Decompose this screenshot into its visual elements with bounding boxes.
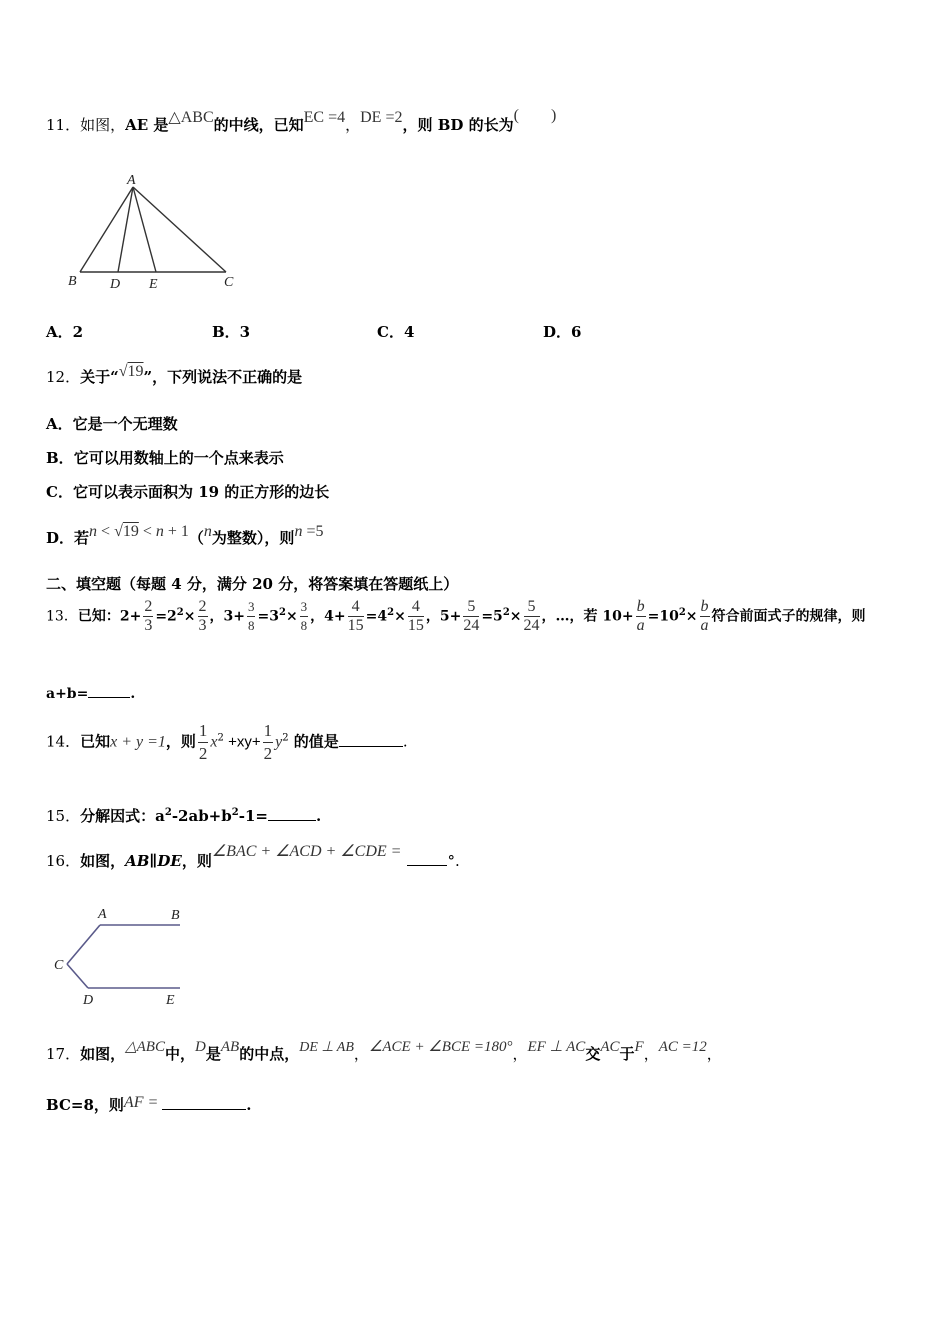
segment-ae: [133, 187, 156, 272]
sqrt-19: √19: [118, 363, 144, 380]
label-a: A: [127, 173, 136, 188]
q16-stem: 16．如图，AB∥DE，则∠BAC + ∠ACD + ∠CDE =°.: [46, 843, 460, 870]
q17-answer-blank[interactable]: [162, 1109, 246, 1110]
q11-triangle-figure: [60, 168, 250, 298]
label-d: D: [110, 277, 121, 292]
q16-parallel-figure: [50, 902, 200, 1012]
q11-number: 11．: [46, 116, 81, 134]
label-c: C: [54, 958, 64, 973]
q12-option-d[interactable]: D．若n < √19 < n + 1（n为整数），则n =5: [46, 523, 324, 547]
q14-stem: 14．已知x + y =1，则 $\frac{1}{2}$ $x^2 +xy+$ $\frac{1}{2}$ $y^2$ 的值是 .: [46, 721, 408, 763]
label-a: A: [98, 907, 107, 922]
q13-answer: a+b= .: [46, 686, 136, 702]
label-c: C: [224, 275, 234, 290]
q13-stem: 13．已知：2+ $\frac{2}{3}$ $=2^2\times$ $\frac{2}{3}$ ，3+ $\frac{3}{8}$ $=3^2\times$ $\frac{3}{8}$ ，4+ $\frac{4}{15}$ $=4^2\times$ $\frac{4}{15}$ ，5+ $\frac{5}{24}$ $=5^2\times$ $\frac{5}{24}$ ，…，若 10+ $\frac{b}{a}$ $=10^2\times$ $\frac{b}{a}$ 符合前面式子的规律，则: [46, 598, 866, 634]
label-d: D: [83, 993, 94, 1008]
q17-stem: 17．如图，△ABC中，D是AB的中点，DE ⊥ AB，∠ACE + ∠BCE =180°，EF ⊥ AC交AC于F，AC =12，: [46, 1039, 722, 1063]
q11-option-c[interactable]: C．4: [377, 323, 415, 341]
q11-stem: 11．如图，AE 是△ABC的中线，已知EC =4，DE =2，则 BD 的长为( ): [46, 107, 557, 134]
label-b: B: [68, 274, 77, 289]
q11-option-d[interactable]: D．6: [543, 323, 582, 341]
segment-ac: [67, 925, 100, 964]
q11-option-b[interactable]: B．3: [212, 323, 251, 341]
section-heading: 二、填空题（每题 4 分，满分 20 分，将答案填在答题纸上）: [46, 575, 459, 593]
q12-option-a[interactable]: A．它是一个无理数: [46, 415, 178, 433]
q12-option-c[interactable]: C．它可以表示面积为 19 的正方形的边长: [46, 483, 330, 501]
q14-answer-blank[interactable]: [339, 746, 403, 747]
q15-stem: 15．分解因式：$a^2-2ab+b^2-1=$ .: [46, 807, 322, 825]
q12-stem: 12．关于“√19”，下列说法不正确的是: [46, 363, 303, 386]
label-b: B: [171, 908, 180, 923]
q16-answer-blank[interactable]: [407, 865, 447, 866]
q12-option-b[interactable]: B．它可以用数轴上的一个点来表示: [46, 449, 284, 467]
q11-option-a[interactable]: A．2: [46, 323, 84, 341]
side-ac: [133, 187, 226, 272]
q17-answer: BC=8，则AF = .: [46, 1094, 252, 1114]
q13-answer-blank[interactable]: [88, 697, 130, 698]
label-e: E: [149, 277, 158, 292]
label-e: E: [166, 993, 175, 1008]
segment-cd: [67, 964, 88, 988]
q15-answer-blank[interactable]: [268, 820, 316, 821]
